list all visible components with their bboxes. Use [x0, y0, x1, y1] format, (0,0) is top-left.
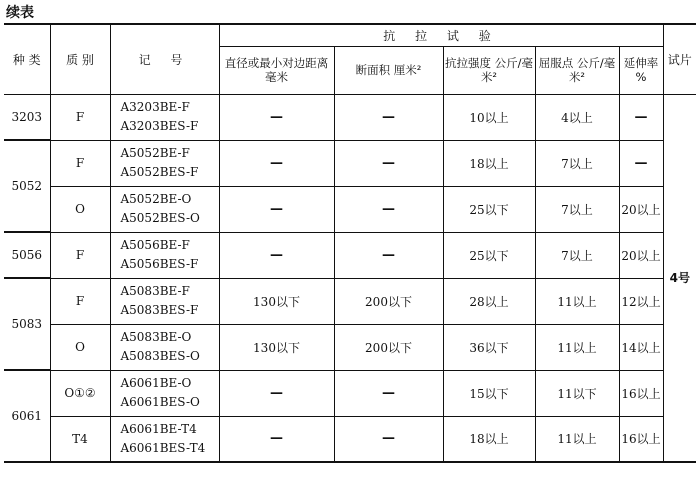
elongation-cell: — [619, 140, 663, 186]
yield-cell: 11以上 [535, 416, 619, 462]
elongation-cell: 20以上 [619, 232, 663, 278]
code-cell [110, 140, 219, 186]
strength-cell: 15以下 [443, 370, 535, 416]
code-line: A5052BES-F [120, 165, 199, 179]
code-line: A6061BES-T4 [120, 440, 206, 455]
code-line: A5052BE-F [120, 146, 190, 160]
diameter-cell: — [219, 416, 334, 462]
header-elongation: 延伸率 % [619, 46, 663, 94]
yield-cell: 11以上 [535, 278, 619, 324]
specimen-cell: 4号 [663, 94, 696, 462]
elongation-cell: 16以上 [619, 416, 663, 462]
temper-cell: F [50, 94, 110, 140]
diameter-cell: 130以下 [219, 278, 334, 324]
table-row [4, 370, 696, 416]
area-cell: — [334, 232, 443, 278]
area-cell: 200以下 [334, 278, 443, 324]
diameter-cell: — [219, 232, 334, 278]
kind-cell: 5083 [4, 278, 50, 370]
table-row [4, 140, 696, 186]
table-row [4, 94, 696, 140]
alloy-spec-table [4, 23, 696, 463]
yield-cell: 7以上 [535, 186, 619, 232]
header-specimen: 试片 [663, 24, 696, 94]
area-cell: — [334, 370, 443, 416]
area-cell: — [334, 416, 443, 462]
header-diameter: 直径或最小对边距离 毫米 [219, 46, 334, 94]
area-cell: — [334, 186, 443, 232]
diameter-cell: — [219, 370, 334, 416]
header-code: 记 号 [110, 24, 219, 94]
code-cell [110, 94, 219, 140]
table-body [4, 94, 696, 462]
diameter-cell: — [219, 140, 334, 186]
code-line: A5052BE-O [120, 192, 192, 206]
yield-cell: 7以上 [535, 232, 619, 278]
strength-cell: 18以上 [443, 140, 535, 186]
temper-cell: F [50, 278, 110, 324]
code-line: A5052BES-O [120, 211, 200, 225]
header-yield: 屈服点 公斤/毫米² [535, 46, 619, 94]
elongation-cell: 16以上 [619, 370, 663, 416]
kind-cell: 5052 [4, 140, 50, 232]
temper-cell: T4 [50, 416, 110, 462]
code-line: A5083BE-F [120, 284, 190, 298]
diameter-cell: — [219, 186, 334, 232]
table-row [4, 324, 696, 370]
table-row [4, 416, 696, 462]
temper-cell: F [50, 232, 110, 278]
kind-cell: 3203 [4, 94, 50, 140]
code-line: A5056BES-F [120, 257, 199, 271]
elongation-cell: 20以上 [619, 186, 663, 232]
temper-cell: O [50, 324, 110, 370]
elongation-cell: — [619, 94, 663, 140]
code-cell [110, 370, 219, 416]
continued-caption: 续表 [6, 5, 34, 21]
table-row [4, 232, 696, 278]
code-cell [110, 416, 219, 462]
strength-cell: 18以上 [443, 416, 535, 462]
temper-cell: O①② [50, 370, 110, 416]
strength-cell: 10以上 [443, 94, 535, 140]
header-temper: 质 别 [50, 24, 110, 94]
elongation-cell: 14以上 [619, 324, 663, 370]
code-line: A6061BE-T4 [120, 421, 197, 436]
code-line: A5083BES-F [120, 303, 199, 317]
diameter-cell: 130以下 [219, 324, 334, 370]
code-line: A6061BES-O [120, 395, 200, 409]
code-line: A5083BES-O [120, 349, 200, 363]
code-cell [110, 186, 219, 232]
area-cell: — [334, 94, 443, 140]
temper-cell: F [50, 140, 110, 186]
code-line: A3203BES-F [120, 119, 199, 133]
area-cell: 200以下 [334, 324, 443, 370]
code-cell [110, 278, 219, 324]
strength-cell: 36以下 [443, 324, 535, 370]
code-line: A5083BE-O [120, 330, 192, 344]
table-row [4, 278, 696, 324]
code-cell [110, 232, 219, 278]
yield-cell: 11以下 [535, 370, 619, 416]
kind-cell: 6061 [4, 370, 50, 462]
area-cell: — [334, 140, 443, 186]
table-row [4, 186, 696, 232]
elongation-cell: 12以上 [619, 278, 663, 324]
strength-cell: 25以下 [443, 232, 535, 278]
header-kind: 种 类 [12, 52, 41, 67]
diameter-cell: — [219, 94, 334, 140]
temper-cell: O [50, 186, 110, 232]
strength-cell: 28以上 [443, 278, 535, 324]
code-line: A5056BE-F [120, 238, 190, 252]
header-area: 断面积 厘米² [334, 46, 443, 94]
strength-cell: 25以下 [443, 186, 535, 232]
code-cell [110, 324, 219, 370]
header-tensile-test: 抗 拉 试 验 [219, 24, 663, 46]
kind-cell: 5056 [4, 232, 50, 278]
header-strength: 抗拉强度 公斤/毫米² [443, 46, 535, 94]
yield-cell: 7以上 [535, 140, 619, 186]
code-line: A3203BE-F [120, 100, 190, 114]
yield-cell: 11以上 [535, 324, 619, 370]
yield-cell: 4以上 [535, 94, 619, 140]
code-line: A6061BE-O [120, 376, 192, 390]
